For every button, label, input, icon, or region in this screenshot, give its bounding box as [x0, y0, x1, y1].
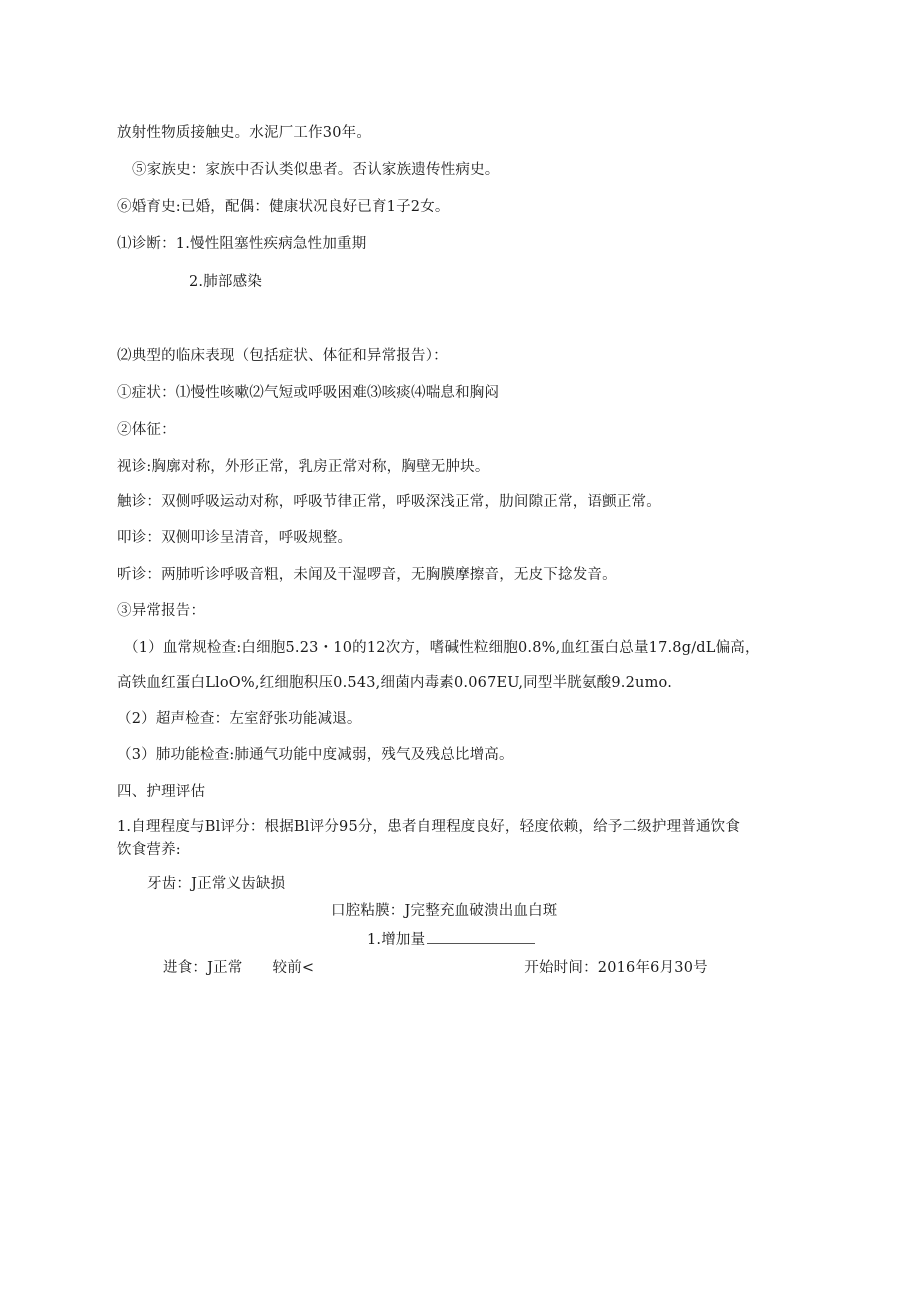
- symptoms-line: ①症状：⑴慢性咳嗽⑵气短或呼吸困难⑶咳痰⑷喘息和胸闷: [117, 385, 500, 401]
- diagnosis-line-1: ⑴诊断：1.慢性阻塞性疾病急性加重期: [117, 236, 367, 252]
- oral-mucosa-line: 口腔粘膜：J完整充血破溃出血白斑: [331, 903, 558, 919]
- ultrasound-line: （2）超声检查：左室舒张功能减退。: [117, 711, 362, 727]
- marital-history-line: ⑥婚育史:已婚，配偶：健康状况良好已育1子2女。: [117, 199, 450, 215]
- family-history-line: ⑤家族史：家族中否认类似患者。否认家族遗传性病史。: [132, 162, 500, 178]
- diagnosis-line-2: 2.肺部感染: [189, 274, 263, 290]
- blood-routine-line-2: 高铁血红蛋白LloO%,红细胞积压0.543,细菌内毒素0.067EU,同型半胱氨酸9.2umo.: [117, 675, 673, 691]
- intake-line: [163, 958, 708, 978]
- signs-title: ②体征：: [117, 422, 176, 438]
- palpation-line: 触诊：双侧呼吸运动对称，呼吸节律正常，呼吸深浅正常，肋间隙正常，语颤正常。: [117, 494, 661, 510]
- teeth-line: 牙齿：J正常义齿缺损: [147, 876, 286, 892]
- inspection-line: 视诊:胸廓对称，外形正常，乳房正常对称，胸壁无肿块。: [117, 459, 490, 475]
- radiation-history-line: 放射性物质接触史。水泥厂工作30年。: [117, 125, 372, 141]
- abnormal-title: ③异常报告：: [117, 603, 206, 619]
- auscultation-line: 听诊：两肺听诊呼吸音粗，未闻及干湿啰音，无胸膜摩擦音，无皮下捻发音。: [117, 567, 617, 583]
- blood-routine-line-1: （1）血常规检查:白细胞5.23・10的12次方，嗜碱性粒细胞0.8%,血红蛋白总量17.8g∕dL偏高，: [124, 640, 760, 656]
- compare-label: 较前<: [272, 960, 315, 976]
- intake-label: 进食：J正常: [163, 960, 243, 976]
- increase-label: 1.增加量: [367, 932, 426, 948]
- clinical-title: ⑵典型的临床表现（包括症状、体征和异常报告）：: [117, 348, 448, 364]
- increase-blank: [427, 929, 535, 944]
- percussion-line: 叩诊：双侧叩诊呈清音，呼吸规整。: [117, 530, 353, 546]
- nursing-assessment-title: 四、护理评估: [117, 784, 206, 800]
- lung-function-line: （3）肺功能检查:肺通气功能中度减弱，残气及残总比增高。: [117, 747, 514, 763]
- start-time-label: 开始时间：2016年6月30号: [524, 960, 708, 976]
- self-care-line: 1.自理程度与Bl评分：根据Bl评分95分，患者自理程度良好，轻度依赖，给予二级护理普通饮食: [117, 819, 741, 835]
- increase-line: [367, 929, 535, 950]
- diet-nutrition-line: 饮食营养:: [117, 842, 181, 858]
